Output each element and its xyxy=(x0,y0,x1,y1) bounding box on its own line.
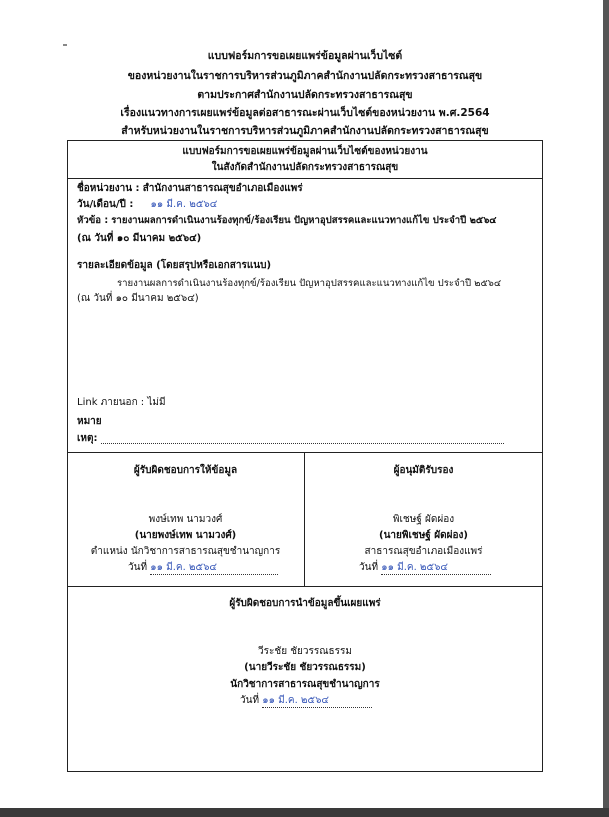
publisher-position: นักวิชาการสาธารณสุขชำนาญการ xyxy=(230,679,380,690)
approver-date-label: วันที่ xyxy=(359,562,379,573)
topic-label: หัวข้อ : xyxy=(77,215,109,226)
approver-date-line xyxy=(381,574,491,575)
header-line-4: เรื่องแนวทางการเผยแพร่ข้อมูลต่อสาธารณะผ่านเว็บไซต์ของหน่วยงาน พ.ศ.2564 xyxy=(120,107,490,119)
publisher-signature: วีระชัย ชัยวรรณธรรม xyxy=(258,646,352,657)
provider-date-value: ๑๑ มี.ค. ๒๕๖๔ xyxy=(150,562,218,573)
publisher-date-line xyxy=(262,707,372,708)
provider-date xyxy=(128,562,217,574)
publisher-date-label: วันที่ xyxy=(240,695,260,706)
note-label-2: เหตุ: xyxy=(77,433,98,444)
publisher-heading: ผู้รับผิดชอบการนำข้อมูลขึ้นเผยแพร่ xyxy=(229,598,381,609)
note-dotted-line xyxy=(101,443,504,444)
header-line-1: แบบฟอร์มการขอเผยแพร่ข้อมูลผ่านเว็บไซต์ xyxy=(207,50,403,62)
topic-row xyxy=(77,215,497,227)
agency-row xyxy=(77,183,303,195)
publisher-name: (นายวีระชัย ชัยวรรณธรรม) xyxy=(244,662,366,673)
approver-date-value: ๑๑ มี.ค. ๒๕๖๔ xyxy=(381,562,449,573)
provider-name: (นายพงษ์เทพ นามวงศ์) xyxy=(134,530,237,541)
header-line-2: ของหน่วยงานในราชการบริหารส่วนภูมิภาคสำนักงานปลัดกระทรวงสาธารณสุข xyxy=(127,70,483,82)
agency-value: สำนักงานสาธารณสุขอำเภอเมืองแพร่ xyxy=(142,183,303,194)
provider-position: ตำแหน่ง นักวิชาการสาธารณสุขชำนาญการ xyxy=(90,546,281,557)
details-divider xyxy=(67,452,543,453)
form-title-1: แบบฟอร์มการขอเผยแพร่ข้อมูลผ่านเว็บไซต์ของหน่วยงาน xyxy=(182,146,428,157)
detail-line-1: รายงานผลการดำเนินงานร้องทุกข์/ร้องเรียน ปัญหาอุปสรรคและแนวทางแก้ไข ประจำปี ๒๕๖๔ xyxy=(117,278,502,289)
approver-date xyxy=(359,562,448,574)
approver-name: (นายพิเชษฐ์ ผัดผ่อง) xyxy=(379,530,468,541)
detail-label: รายละเอียดข้อมูล (โดยสรุปหรือเอกสารแนบ) xyxy=(77,260,272,271)
scan-edge-bottom xyxy=(0,808,609,817)
header-line-5: สำหรับหน่วยงานในราชการบริหารส่วนภูมิภาคสำนักงานปลัดกระทรวงสาธารณสุข xyxy=(121,125,489,137)
link-label: Link ภายนอก : ไม่มี xyxy=(77,397,166,408)
scan-edge-right xyxy=(603,0,609,817)
approver-position: สาธารณสุขอำเภอเมืองแพร่ xyxy=(364,546,483,557)
topic-value: รายงานผลการดำเนินงานร้องทุกข์/ร้องเรียน ปัญหาอุปสรรคและแนวทางแก้ไข ประจำปี ๒๕๖๔ xyxy=(111,215,497,226)
title-divider xyxy=(67,178,543,179)
date-label: วัน/เดือน/ปี : xyxy=(77,199,134,210)
provider-date-line xyxy=(150,574,278,575)
publisher-date-value: ๑๑ มี.ค. ๒๕๖๔ xyxy=(262,695,330,706)
approver-signature: พิเชษฐ์ ผัดผ่อง xyxy=(392,514,455,525)
header-line-3: ตามประกาศสำนักงานปลัดกระทรวงสาธารณสุข xyxy=(197,89,413,101)
topic-value-2: (ณ วันที่ ๑๐ มีนาคม ๒๕๖๔) xyxy=(77,233,202,244)
publisher-divider xyxy=(67,586,543,587)
form-title-2: ในสังกัดสำนักงานปลัดกระทรวงสาธารณสุข xyxy=(211,162,399,173)
date-value: ๑๑ มี.ค. ๒๕๖๔ xyxy=(150,199,218,210)
approver-heading: ผู้อนุมัติรับรอง xyxy=(393,465,454,476)
note-label-1: หมาย xyxy=(77,416,102,427)
agency-label: ชื่อหน่วยงาน : xyxy=(77,183,140,194)
provider-heading: ผู้รับผิดชอบการให้ข้อมูล xyxy=(133,465,238,476)
provider-date-label: วันที่ xyxy=(128,562,148,573)
date-row xyxy=(77,199,217,211)
publisher-date xyxy=(240,695,329,707)
detail-line-2: (ณ วันที่ ๑๐ มีนาคม ๒๕๖๔) xyxy=(77,293,199,304)
scan-speck xyxy=(63,44,67,46)
provider-signature: พงษ์เทพ นามวงศ์ xyxy=(148,514,223,525)
